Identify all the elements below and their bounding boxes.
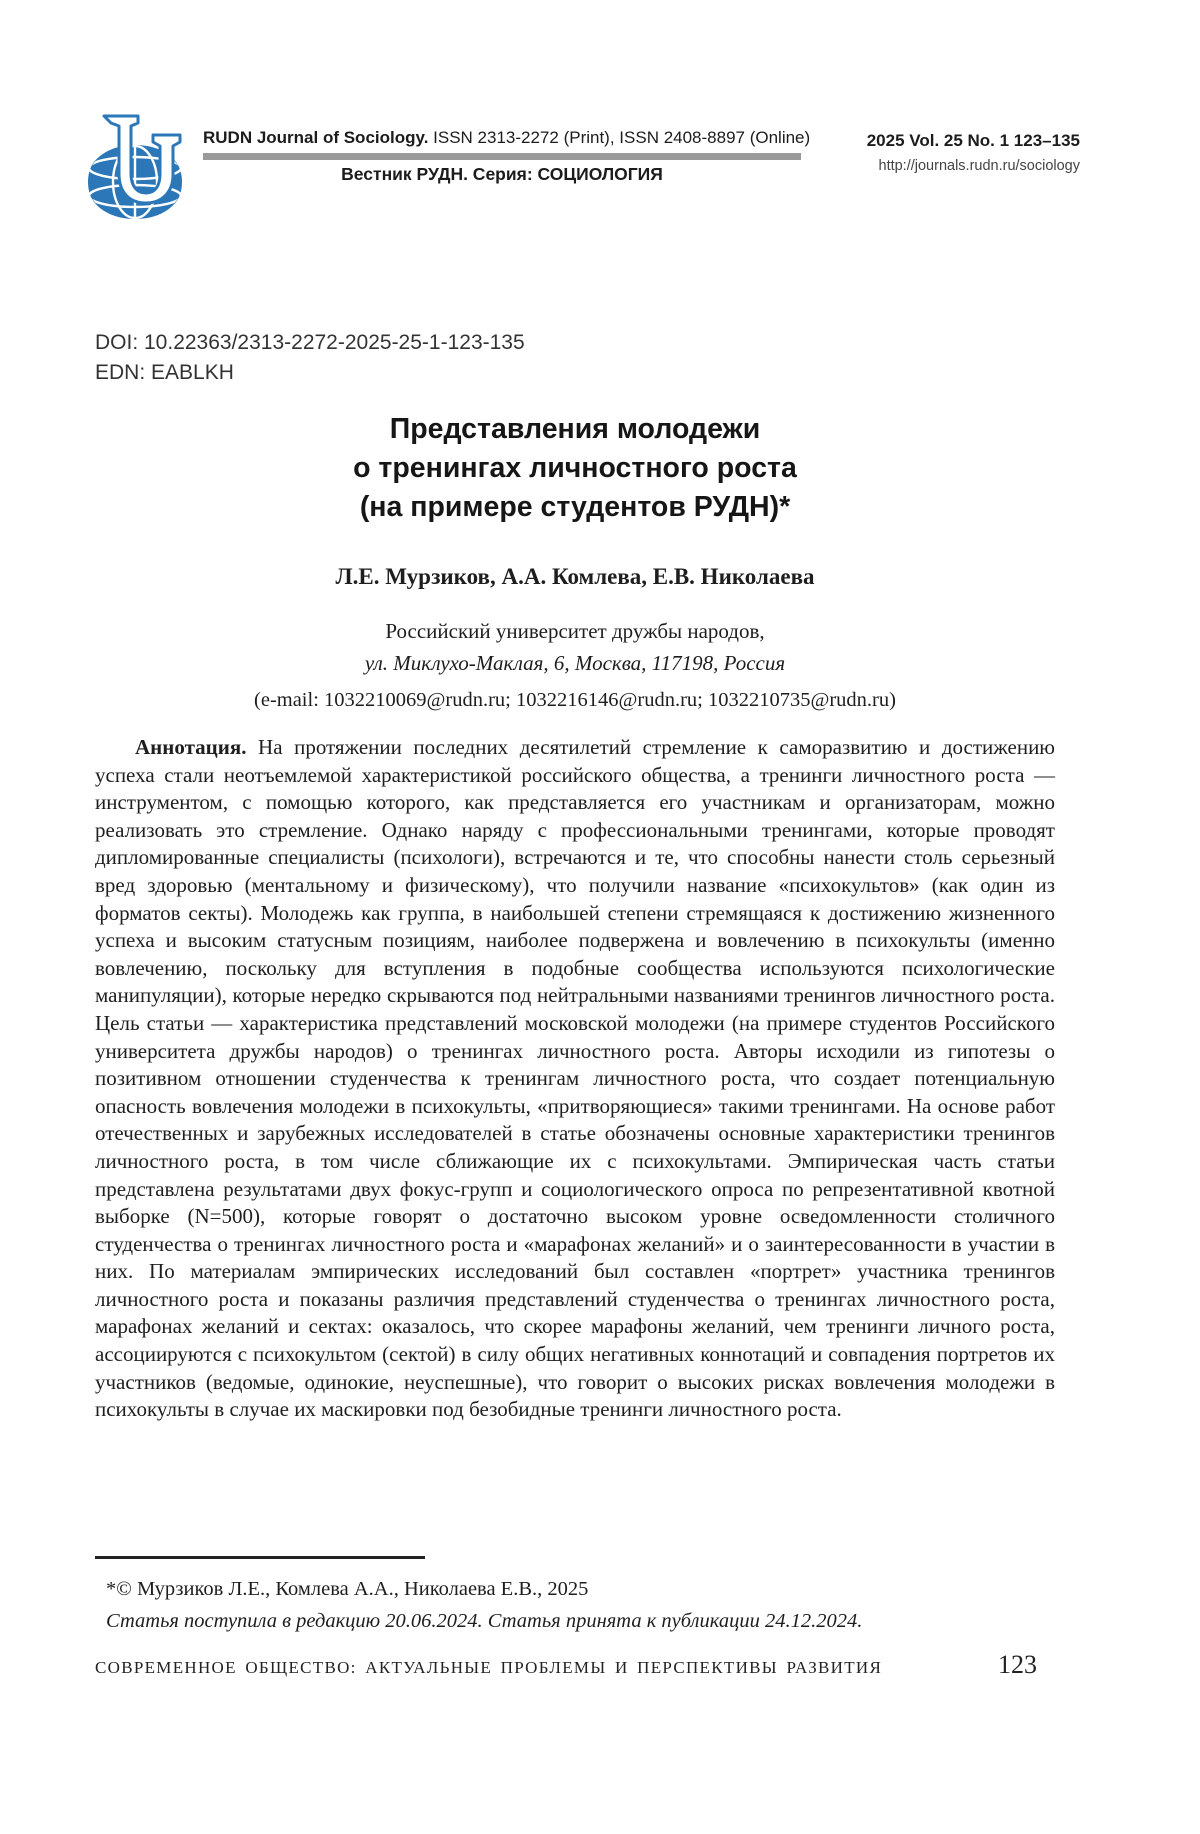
abstract-block xyxy=(95,734,1055,1424)
abstract-text: На протяжении последних десятилетий стремление к саморазвитию и достижению успеха стали неотъемлемой характеристикой российского общества, а тренинги личностного роста — инструментом, с помощью которого, как представляется его участникам и организаторам, можно реализовать это стремление. Однако наряду с профессиональными тренингами, которые проводят дипломированные специалисты (психологи), встречаются и те, что способны нанести столь серьезный вред здоровью (ментальному и физическому), что получили название «психокультов» (как один из форматов секты). Молодежь как группа, в наибольшей степени стремящаяся к достижению жизненного успеха и высоким статусным позициям, наиболее подвержена и вовлечению в психокульты (именно вовлечению, поскольку для вступления в подобные сообщества используются психологические манипуляции), которые нередко скрываются под нейтральными названиями тренингов личностного роста. Цель статьи — характеристика представлений московской молодежи (на примере студентов Российского университета дружбы народов) о тренингах личностного роста. Авторы исходили из гипотезы о позитивном отношении студенчества к тренингам личностного роста, что создает потенциальную опасность вовлечения молодежи в психокульты, «притворяющиеся» такими тренингами. На основе работ отечественных и зарубежных исследователей в статье обозначены основные характеристики тренингов личностного роста, в том числе сближающие их с психокультами. Эмпирическая часть статьи представлена результатами двух фокус-групп и социологического опроса по репрезентативной квотной выборке (N=500), которые говорят о достаточно высоком уровне осведомленности столичного студенчества о тренингах личностного роста и «марафонах желаний» и о заинтересованности в участии в них. По материалам эмпирических исследований был составлен «портрет» участника тренингов личностного роста и показаны различия представлений студенчества о тренингах личностного роста, марафонах желаний и сектах: оказалось, что скорее марафоны желаний, чем тренинги личного роста, ассоциируются с психокультом (сектой) в силу общих негативных коннотаций и совпадения портретов их участников (ведомые, одинокие, неуспешные), что говорит о высоких рисках вовлечения молодежи в психокульты в случае их маскировки под безобидные тренинги личностного роста. xyxy=(95,735,1055,1422)
edn-line: EDN: EABLKH xyxy=(95,361,234,384)
authors-line: Л.Е. Мурзиков, А.А. Комлева, Е.В. Николаева xyxy=(335,564,815,589)
journal-name: RUDN Journal of Sociology. xyxy=(203,128,429,147)
affiliation-line: Российский университет дружбы народов, xyxy=(385,619,765,643)
author-emails: (e-mail: 1032210069@rudn.ru; 1032216146@rudn.ru; 1032210735@rudn.ru) xyxy=(254,689,896,711)
footnote-rule xyxy=(95,1556,425,1559)
journal-url: http://journals.rudn.ru/sociology xyxy=(878,158,1080,174)
vestnik-series-title: Вестник РУДН. Серия: СОЦИОЛОГИЯ xyxy=(341,164,663,184)
volume-issue-pages: 2025 Vol. 25 No. 1 123–135 xyxy=(866,131,1080,150)
rudn-logo-icon xyxy=(84,112,186,224)
article-title-line: Представления молодежи xyxy=(389,413,761,445)
header-right xyxy=(788,131,1080,174)
header-center xyxy=(203,128,811,185)
submission-dates-line: Статья поступила в редакцию 20.06.2024. Статья принята к публикации 24.12.2024. xyxy=(106,1610,863,1632)
journal-issn: ISSN 2313-2272 (Print), ISSN 2408-8897 (Online) xyxy=(428,128,811,147)
abstract-paragraph xyxy=(95,734,1055,1424)
section-title: СОВРЕМЕННОЕ ОБЩЕСТВО: АКТУАЛЬНЫЕ ПРОБЛЕМЫ И ПЕРСПЕКТИВЫ РАЗВИТИЯ xyxy=(95,1658,883,1677)
article-title-line: (на примере студентов РУДН)* xyxy=(359,491,791,523)
abstract-label: Аннотация. xyxy=(135,735,247,759)
journal-title-line xyxy=(203,128,811,148)
article-title xyxy=(95,410,1055,527)
article-title-line: о тренингах личностного роста xyxy=(353,452,797,484)
doi-line: DOI: 10.22363/2313-2272-2025-25-1-123-135 xyxy=(95,331,525,354)
affiliation-address: ул. Миклухо-Маклая, 6, Москва, 117198, Россия xyxy=(364,651,786,675)
copyright-line: *© Мурзиков Л.Е., Комлева А.А., Николаева Е.В., 2025 xyxy=(106,1578,589,1600)
identifier-block xyxy=(95,328,525,388)
page-footer xyxy=(95,1650,1055,1680)
header-divider-bar xyxy=(203,153,801,160)
page-number: 123 xyxy=(998,1650,1037,1679)
